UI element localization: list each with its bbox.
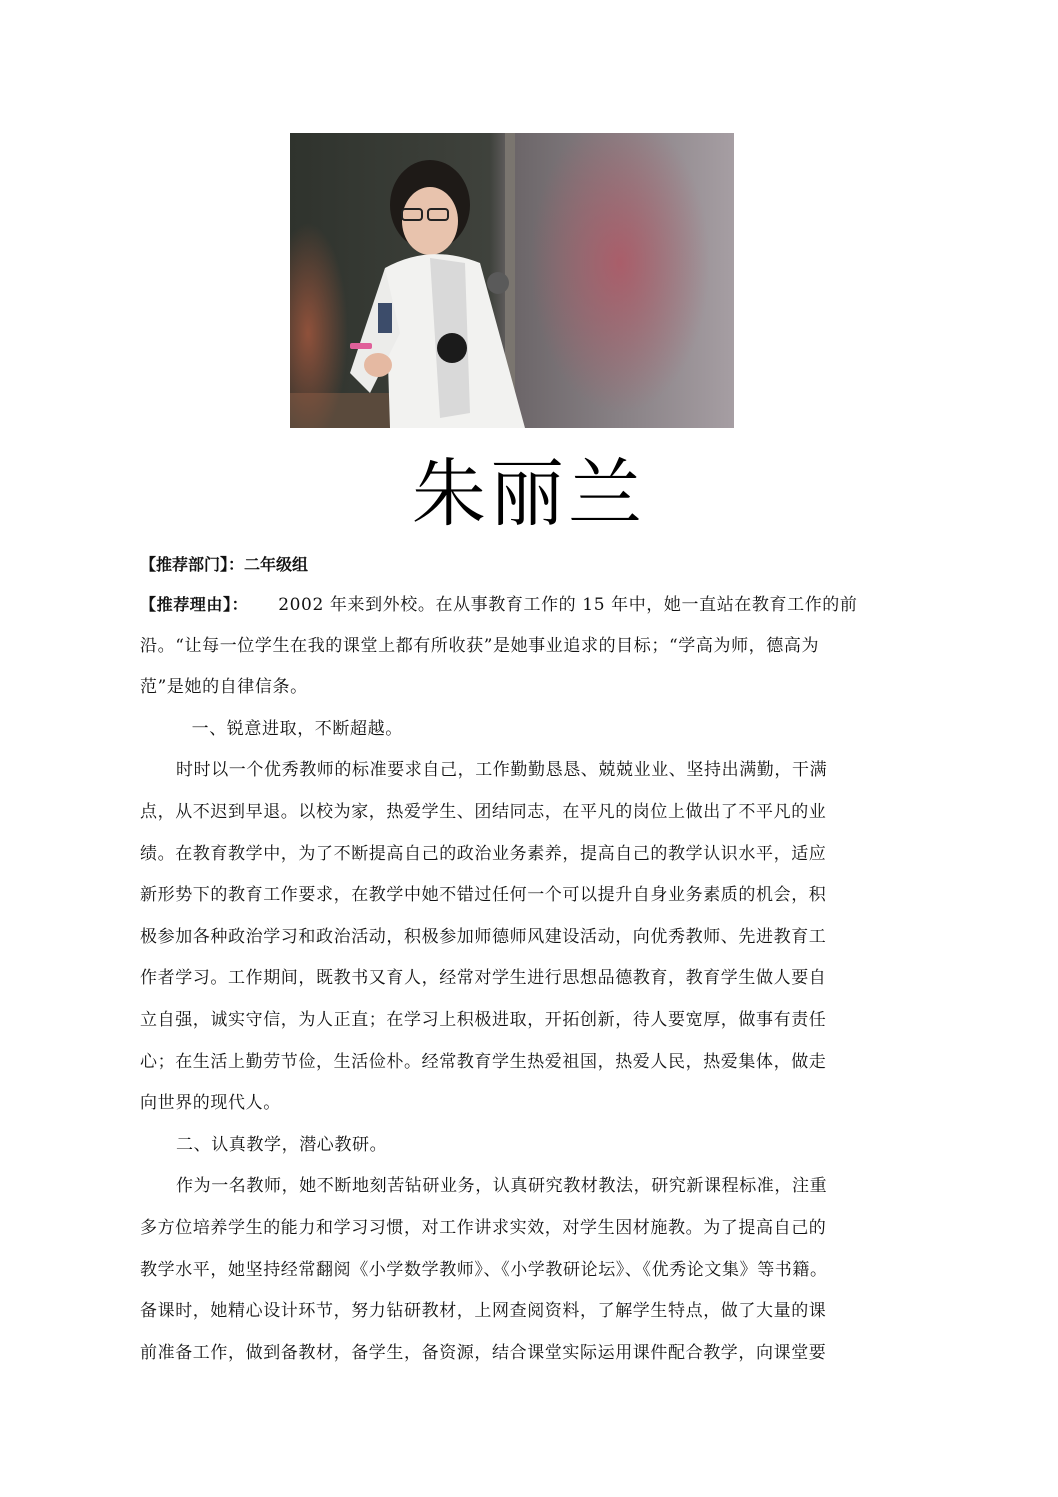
teacher-name: 朱丽兰 [412,451,646,537]
teacher-photo-illustration [290,133,734,428]
body-line: 立自强，诚实守信，为人正直；在学习上积极进取，开拓创新，待人要宽厚，做事有责任 [140,1009,827,1030]
department-value: 二年级组 [244,555,309,574]
body-line: 沿。“让每一位学生在我的课堂上都有所收获”是她事业追求的目标；“学高为师，德高为 [140,635,820,656]
department-field [140,552,308,575]
body-line: 前准备工作，做到备教材，备学生，备资源，结合课堂实际运用课件配合教学，向课堂要 [140,1342,827,1363]
section-heading-1: 一、锐意进取，不断超越。 [174,718,403,739]
recommendation-body [140,584,880,1374]
teacher-photo [290,133,734,428]
body-line: 心；在生活上勤劳节俭，生活俭朴。经常教育学生热爱祖国，热爱人民，热爱集体，做走 [140,1051,827,1072]
body-line: 备课时，她精心设计环节，努力钻研教材，上网查阅资料，了解学生特点，做了大量的课 [140,1301,827,1322]
body-line: 【推荐理由】： 2002 年来到外校。在从事教育工作的 15 年中，她一直站在教育工作的前 [140,595,858,615]
body-line: 多方位培养学生的能力和学习习惯，对工作讲求实效，对学生因材施教。为了提高自己的 [140,1217,827,1238]
body-line: 作者学习。工作期间，既教书又育人，经常对学生进行思想品德教育，教育学生做人要自 [140,968,827,989]
body-line: 点，从不迟到早退。以校为家，热爱学生、团结同志，在平凡的岗位上做出了不平凡的业 [140,801,827,822]
body-line: 作为一名教师，她不断地刻苦钻研业务，认真研究教材教法，研究新课程标准，注重 [176,1176,828,1197]
department-label: 【推荐部门】： [140,555,245,574]
body-line: 向世界的现代人。 [140,1093,281,1114]
body-line: 极参加各种政治学习和政治活动，积极参加师德师风建设活动，向优秀教师、先进教育工 [140,926,827,947]
body-line: 范”是她的自律信条。 [140,677,308,698]
section-heading-2: 二、认真教学，潜心教研。 [176,1134,388,1155]
reason-label: 【推荐理由】： [140,595,249,614]
body-line: 时时以一个优秀教师的标准要求自己，工作勤勤恳恳、兢兢业业、坚持出满勤，干满 [176,760,828,781]
body-line: 新形势下的教育工作要求，在教学中她不错过任何一个可以提升自身业务素质的机会，积 [140,885,827,906]
body-line: 绩。在教育教学中，为了不断提高自己的政治业务素养，提高自己的教学认识水平，适应 [140,843,827,864]
body-line: 教学水平，她坚持经常翻阅《小学数学教师》、《小学教研论坛》、《优秀论文集》等书籍。 [140,1259,828,1280]
